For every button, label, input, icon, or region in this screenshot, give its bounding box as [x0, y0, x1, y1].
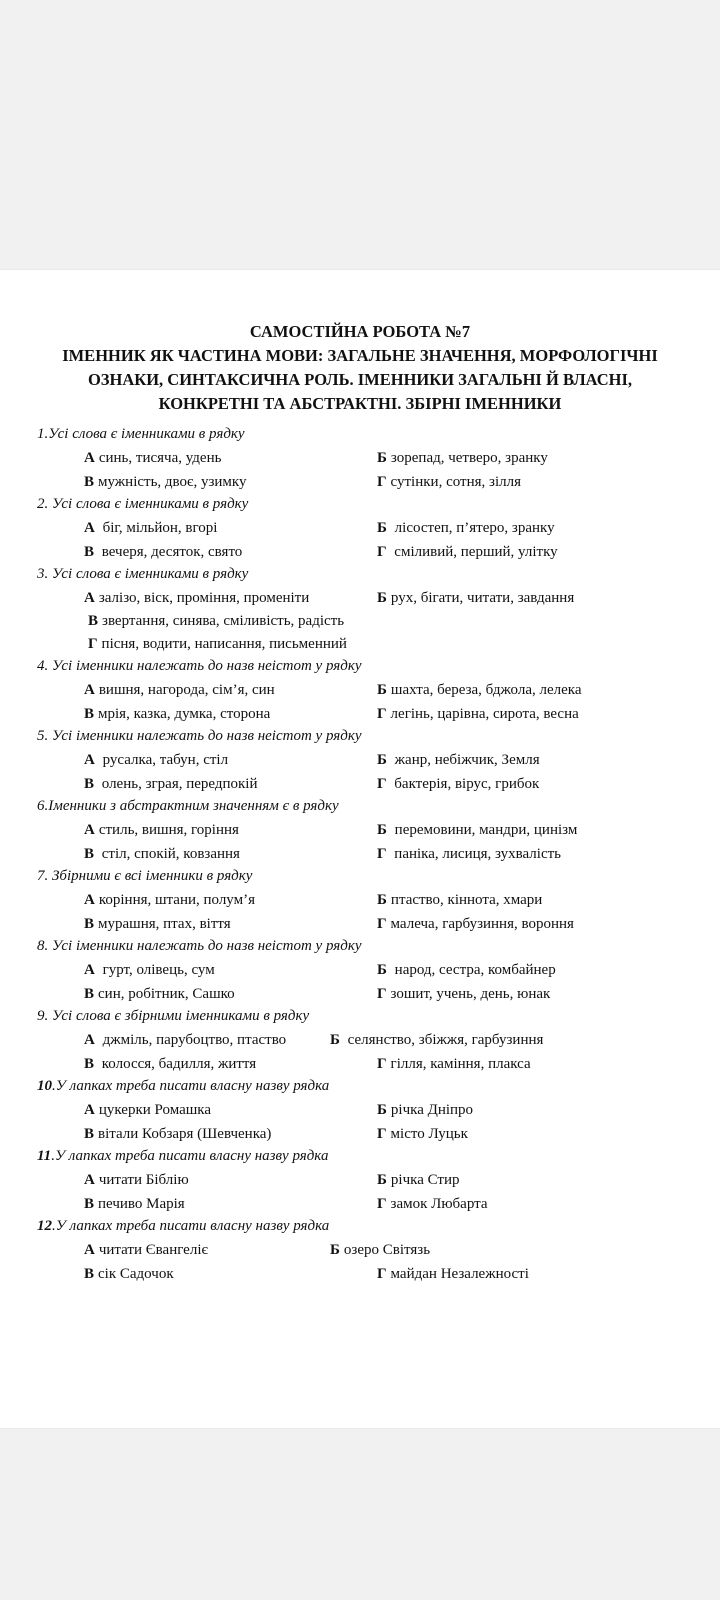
q10-option-b: Б річка Дніпро: [377, 1102, 474, 1118]
q8-option-v: В син, робітник, Сашко: [84, 986, 235, 1002]
q5-option-g: Г бактерія, вірус, грибок: [377, 776, 540, 792]
question-5: 5. Усі іменники належать до назв неістот у рядку: [37, 728, 362, 744]
question-11: 11.У лапках треба писати власну назву рядка: [37, 1148, 329, 1164]
question-6: 6.Іменники з абстрактним значенням є в рядку: [37, 798, 339, 814]
q11-option-g: Г замок Любарта: [377, 1196, 488, 1212]
q11-option-v: В печиво Марія: [84, 1196, 185, 1212]
q2-option-a: А біг, мільйон, вгорі: [84, 520, 218, 536]
q9-option-b: Б селянство, збіжжя, гарбузиння: [330, 1032, 544, 1048]
q8-option-g: Г зошит, учень, день, юнак: [377, 986, 551, 1002]
q2-option-g: Г сміливий, перший, улітку: [377, 544, 558, 560]
document-page: [0, 270, 720, 1428]
q6-option-v: В стіл, спокій, ковзання: [84, 846, 240, 862]
q8-option-b: Б народ, сестра, комбайнер: [377, 962, 556, 978]
q10-option-g: Г місто Луцьк: [377, 1126, 468, 1142]
q7-option-g: Г малеча, гарбузиння, вороння: [377, 916, 574, 932]
q12-option-a: А читати Євангеліє: [84, 1242, 208, 1258]
q4-option-b: Б шахта, береза, бджола, лелека: [377, 682, 582, 698]
q10-option-v: В вітали Кобзаря (Шевченка): [84, 1126, 272, 1142]
q6-option-g: Г паніка, лисиця, зухвалість: [377, 846, 562, 862]
question-10: 10.У лапках треба писати власну назву рядка: [37, 1078, 330, 1094]
q3-option-g: Г пісня, водити, написання, письменний: [88, 636, 347, 652]
question-2: 2. Усі слова є іменниками в рядку: [37, 496, 249, 512]
q4-option-g: Г легінь, царівна, сирота, весна: [377, 706, 579, 722]
q1-option-b: Б зорепад, четверо, зранку: [377, 450, 548, 466]
q3-option-v: В звертання, синява, сміливість, радість: [88, 613, 345, 629]
q6-option-b: Б перемовини, мандри, цинізм: [377, 822, 578, 838]
q7-option-b: Б птаство, кіннота, хмари: [377, 892, 543, 908]
q11-option-b: Б річка Стир: [377, 1172, 460, 1188]
q12-option-v: В сік Садочок: [84, 1266, 174, 1282]
doc-title-line-3: ОЗНАКИ, СИНТАКСИЧНА РОЛЬ. ІМЕННИКИ ЗАГАЛЬНІ Й ВЛАСНІ,: [87, 370, 633, 389]
q5-option-b: Б жанр, небіжчик, Земля: [377, 752, 540, 768]
q4-option-a: А вишня, нагорода, сім’я, син: [84, 682, 275, 698]
doc-title-line-1: САМОСТІЙНА РОБОТА №7: [249, 322, 471, 341]
q2-option-b: Б лісостеп, п’ятеро, зранку: [377, 520, 555, 536]
q9-option-a: А джміль, парубоцтво, птаство: [84, 1032, 287, 1048]
q12-option-g: Г майдан Незалежності: [377, 1266, 529, 1282]
q1-option-a: А синь, тисяча, удень: [84, 450, 222, 466]
q5-option-v: В олень, зграя, передпокій: [84, 776, 258, 792]
question-8: 8. Усі іменники належать до назв неістот у рядку: [37, 938, 362, 954]
q9-option-g: Г гілля, каміння, плакса: [377, 1056, 531, 1072]
question-12: 12.У лапках треба писати власну назву рядка: [37, 1218, 330, 1234]
q6-option-a: А стиль, вишня, горіння: [84, 822, 239, 838]
q1-option-g: Г сутінки, сотня, зілля: [377, 474, 521, 490]
q3-option-b: Б рух, бігати, читати, завдання: [377, 590, 575, 606]
question-1: 1.Усі слова є іменниками в рядку: [37, 426, 245, 442]
q11-option-a: А читати Біблію: [84, 1172, 189, 1188]
q8-option-a: А гурт, олівець, сум: [84, 962, 215, 978]
q3-option-a: А залізо, віск, проміння, променіти: [84, 590, 310, 606]
question-4: 4. Усі іменники належать до назв неістот у рядку: [37, 658, 362, 674]
q9-option-v: В колосся, бадилля, життя: [84, 1056, 257, 1072]
q1-option-v: В мужність, двоє, узимку: [84, 474, 247, 490]
q7-option-v: В мурашня, птах, віття: [84, 916, 231, 932]
q5-option-a: А русалка, табун, стіл: [84, 752, 229, 768]
q2-option-v: В вечеря, десяток, свято: [84, 544, 243, 560]
q4-option-v: В мрія, казка, думка, сторона: [84, 706, 271, 722]
question-9: 9. Усі слова є збірними іменниками в рядку: [37, 1008, 310, 1024]
doc-title-line-2: ІМЕННИК ЯК ЧАСТИНА МОВИ: ЗАГАЛЬНЕ ЗНАЧЕННЯ, МОРФОЛОГІЧНІ: [62, 346, 658, 365]
q12-option-b: Б озеро Світязь: [330, 1242, 431, 1258]
question-7: 7. Збірними є всі іменники в рядку: [37, 868, 253, 884]
doc-title-line-4: КОНКРЕТНІ ТА АБСТРАКТНІ. ЗБІРНІ ІМЕННИКИ: [158, 394, 562, 413]
question-3: 3. Усі слова є іменниками в рядку: [37, 566, 249, 582]
q7-option-a: А коріння, штани, полум’я: [84, 892, 255, 908]
q10-option-a: А цукерки Ромашка: [84, 1102, 212, 1118]
